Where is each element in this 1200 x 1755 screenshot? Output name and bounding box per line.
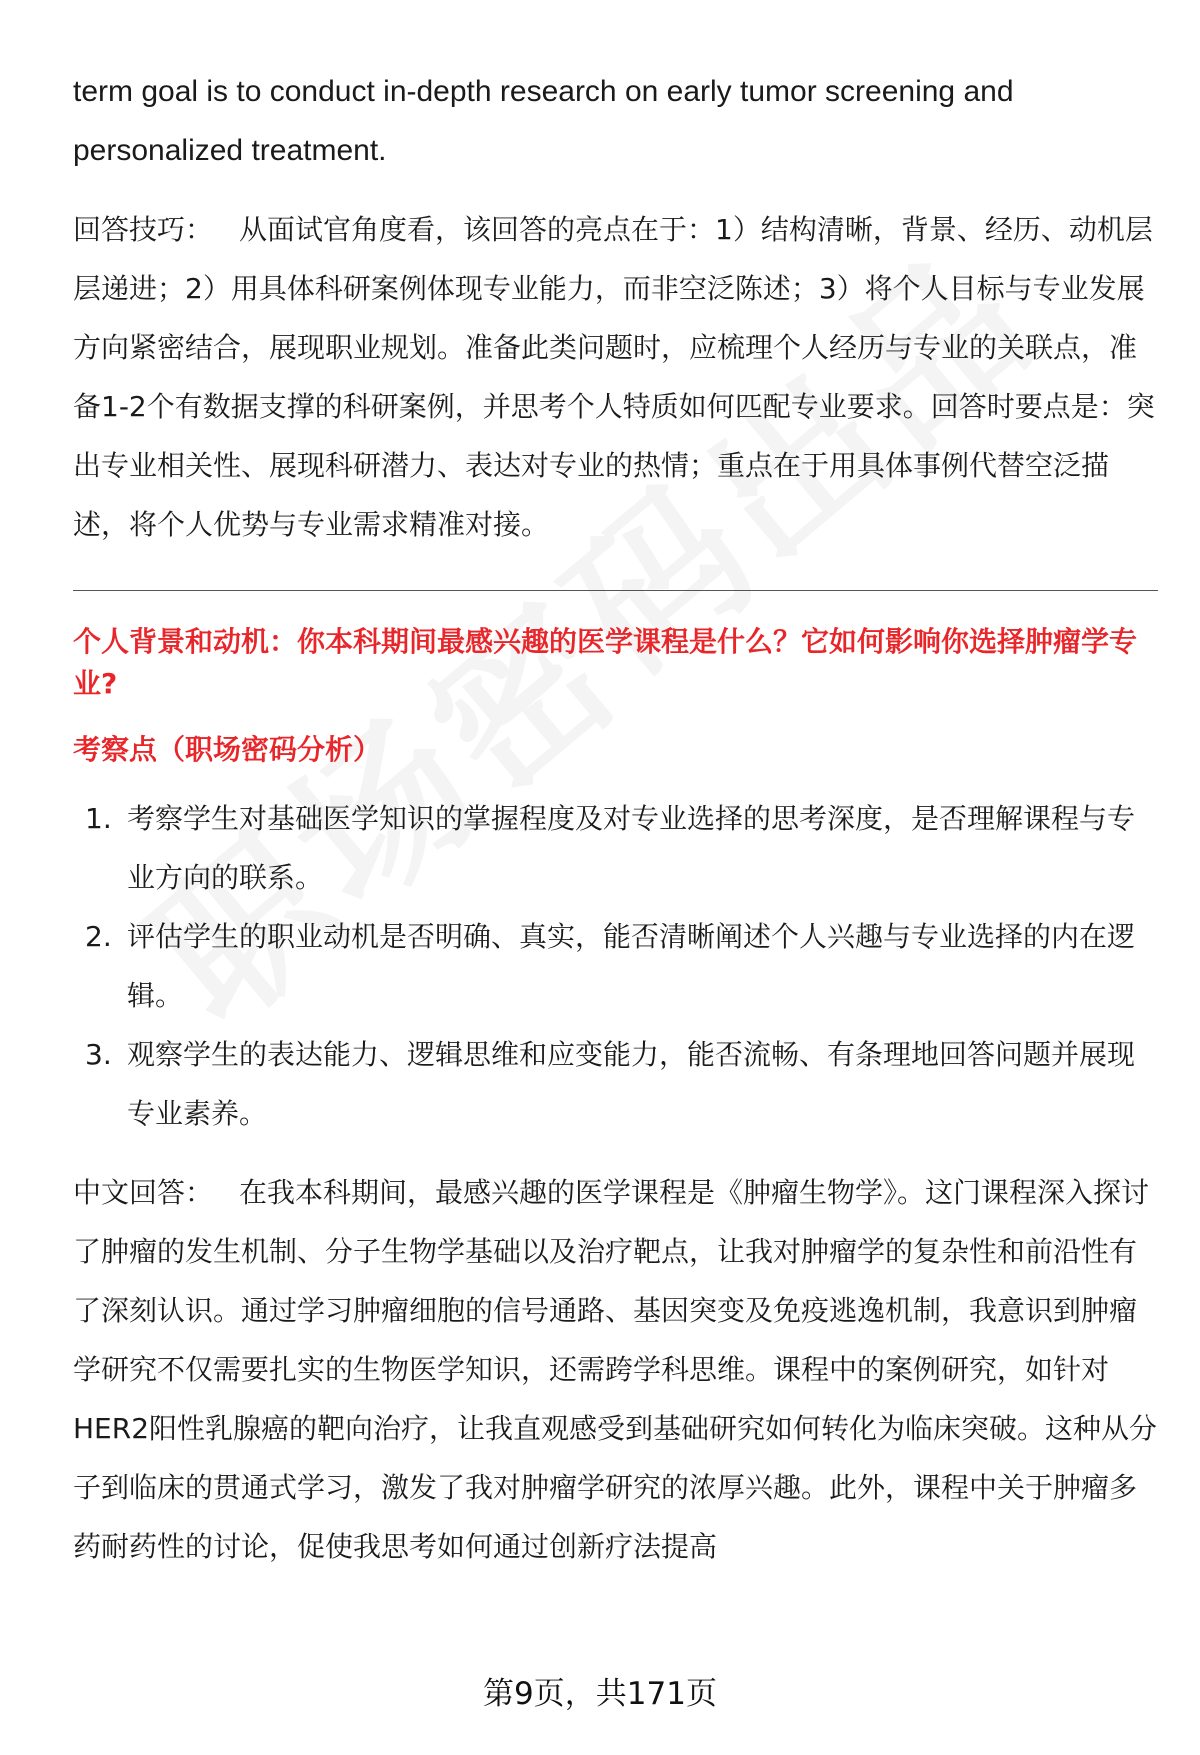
chinese-answer-paragraph [73, 1163, 1158, 1576]
list-item [73, 789, 1158, 907]
intro-english-paragraph: term goal is to conduct in-depth research on early tumor screening and personalized treatment. [73, 75, 1014, 167]
section-divider [73, 590, 1158, 591]
page-number-footer: 第9页，共171页 [483, 1676, 717, 1712]
list-item [73, 907, 1158, 1025]
chinese-answer-label: 中文回答： [73, 1176, 214, 1209]
list-item-number: 1. [85, 802, 112, 835]
list-item-number: 2. [85, 920, 112, 953]
list-item-number: 3. [85, 1038, 112, 1071]
list-item-text: 观察学生的表达能力、逻辑思维和应变能力，能否流畅、有条理地回答问题并展现专业素养。 [127, 1038, 1136, 1130]
list-item [73, 1025, 1158, 1143]
analysis-points-list [73, 789, 1158, 1143]
answer-tips-label: 回答技巧： [73, 213, 214, 246]
list-item-text: 考察学生对基础医学知识的掌握程度及对专业选择的思考深度，是否理解课程与专业方向的联系。 [127, 802, 1136, 894]
analysis-subtitle: 考察点（职场密码分析） [73, 733, 382, 766]
answer-tips-text: 从面试官角度看，该回答的亮点在于：1）结构清晰，背景、经历、动机层层递进；2）用具体科研案例体现专业能力，而非空泛陈述；3）将个人目标与专业发展方向紧密结合，展现职业规划。准备此类问题时，应梳理个人经历与专业的关联点，准备1-2个有数据支撑的科研案例，并思考个人特质如何匹配专业要求。回答时要点是：突出专业相关性、展现科研潜力、表达对专业的热情；重点在于用具体事例代替空泛描述，将个人优势与专业需求精准对接。 [73, 213, 1155, 541]
answer-tips-paragraph [73, 200, 1158, 554]
question-title: 个人背景和动机：你本科期间最感兴趣的医学课程是什么？它如何影响你选择肿瘤学专业? [73, 625, 1138, 700]
list-item-text: 评估学生的职业动机是否明确、真实，能否清晰阐述个人兴趣与专业选择的内在逻辑。 [127, 920, 1136, 1012]
document-body [73, 62, 1158, 1576]
chinese-answer-text: 在我本科期间，最感兴趣的医学课程是《肿瘤生物学》。这门课程深入探讨了肿瘤的发生机制、分子生物学基础以及治疗靶点，让我对肿瘤学的复杂性和前沿性有了深刻认识。通过学习肿瘤细胞的信号通路、基因突变及免疫逃逸机制，我意识到肿瘤学研究不仅需要扎实的生物医学知识，还需跨学科思维。课程中的案例研究，如针对HER2阳性乳腺癌的靶向治疗，让我直观感受到基础研究如何转化为临床突破。这种从分子到临床的贯通式学习，激发了我对肿瘤学研究的浓厚兴趣。此外，课程中关于肿瘤多药耐药性的讨论，促使我思考如何通过创新疗法提高 [73, 1176, 1158, 1563]
